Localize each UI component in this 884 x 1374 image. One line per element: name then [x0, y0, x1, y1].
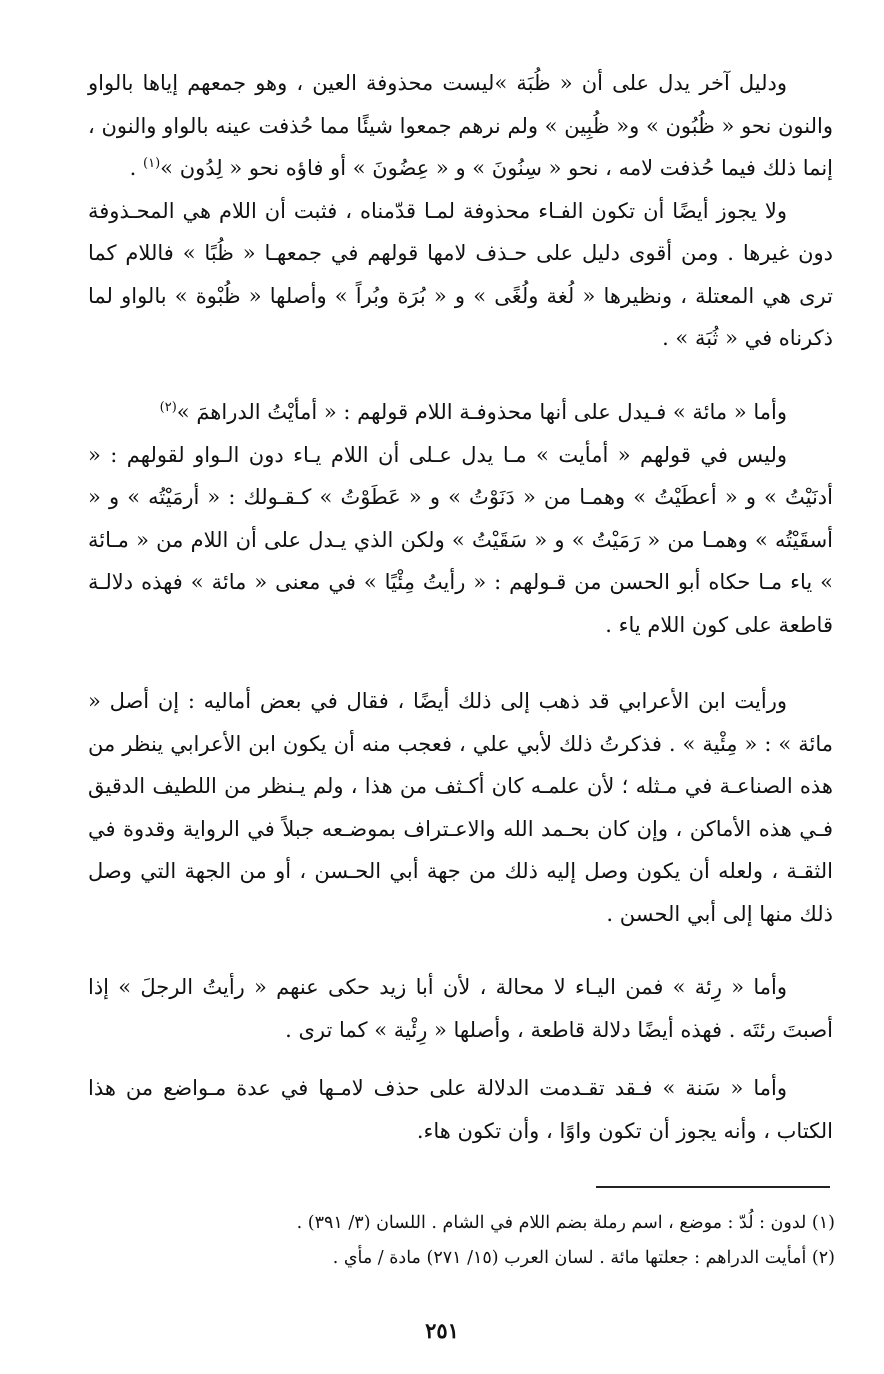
footnote-ref-1: (١)	[143, 156, 161, 171]
paragraph-group-1	[88, 62, 833, 360]
paragraph-2: ولا يجوز أيضًا أن تكون الفـاء محذوفة لمـا قدّمناه ، فثبت أن اللام هي المحـذوفة دون غيرها . ومن أقوى دليل على حـذف لامها قولهم في جمعهـا « ظُبًا » فاللام كما ترى هي المعتلة ، ونظيرها « لُغة ولُغًى » و « بُرَة وبُراً » وأصلها « ظُبْوة » بالواو لما ذكرناه في « ثُبَة » .	[88, 198, 833, 350]
paragraph-3	[88, 391, 833, 434]
paragraph-1: ودليل آخر يدل على أن « ظُبَة »ليست محذوفة العين ، وهو جمعهم إياها بالواو والنون نحو « ظُبُون » و« ظُبِين » ولم نرهم جمعوا شيئًا مما حُذفت عينه بالواو والنون ، إنما ذلك فيما حُذفت لامه ، نحو « سِنُونَ » و « عِضُونَ » أو فاؤه نحو « لِدُون »$^{(١)}$ .	[88, 71, 833, 180]
paragraph-3-text: وأما « مائة » فـيدل على أنها محذوفـة اللام قولهم : « أمأيْتُ الدراهمَ »	[176, 400, 787, 424]
paragraph-5: ورأيت ابن الأعرابي قد ذهب إلى ذلك أيضًا ، فقال في بعض أماليه : إن أصل « مائة » : « مِئْية » . فذكرتُ ذلك لأبي علي ، فعجب منه أن يكون ابن الأعرابي ينظر من هذه الصناعـة في مـثله ؛ لأن علمـه كان أكـثف من هذا ، ولم يـنظر من اللطيف الدقيق فـي هذه الأماكن ، وإن كان بحـمد الله والاعـتراف بموضـعه جبلاً في الرواية وقدوة في الثقـة ، ولعله أن يكون وصل إليه ذلك من جهة أبي الحـسن ، أو من الجهة التي وصل ذلك منها إلى أبي الحسن .	[88, 689, 833, 926]
paragraph-group-2	[88, 391, 833, 646]
paragraph-1-text: ودليل آخر يدل على أن « ظُبَة »ليست محذوفة العين ، وهو جمعهم إياها بالواو والنون نحو « ظُبُون » و« ظُبِين » ولم نرهم جمعوا شيئًا مما حُذفت عينه بالواو والنون ، إنما ذلك فيما حُذفت لامه ، نحو « سِنُونَ » و « عِضُونَ » أو فاؤه نحو « لِدُون »	[88, 71, 833, 180]
paragraph-group-5	[88, 1067, 833, 1152]
paragraph-group-4	[88, 966, 833, 1051]
footnote-2: (٢) أمأيت الدراهم : جعلتها مائة . لسان العرب (١٥/ ٢٧١) مادة / مأي .	[332, 1248, 835, 1268]
paragraph-4: وليس في قولهم « أمأيت » مـا يدل عـلى أن اللام يـاء دون الـواو لقولهم : « أدنَيْتُ » و « أعطَيْتُ » وهمـا من « دَنَوْتُ » و « عَطَوْتُ » كـقـولك : « أرمَيْتُه » و « أسقَيْتُه » وهمـا من « رَمَيْتُ » و « سَقَيْتُ » ولكن الذي يـدل على أن اللام من « مـائة » ياء مـا حكاه أبو الحسن من قـولهم : « رأيتُ مِئْيًا » في معنى « مائة » فهذه دلالـة قاطعة على كون اللام ياء .	[88, 442, 834, 637]
paragraph-6: وأما « رِئة » فمن اليـاء لا محالة ، لأن أبا زيد حكى عنهم « رأيتُ الرجلَ » إذا أصبتَ رئتَه . فهذه أيضًا دلالة قاطعة ، وأصلها « رِئْية » كما ترى .	[88, 975, 833, 1042]
footnote-separator	[596, 1186, 830, 1188]
footnotes	[230, 1206, 835, 1276]
footnote-ref-2: (٢)	[159, 400, 177, 415]
paragraph-group-3	[88, 680, 833, 935]
page-number: ٢٥١	[425, 1318, 459, 1343]
footnote-1: (١) لدون : لُدّ : موضع ، اسم رملة بضم اللام في الشام . اللسان (٣/ ٣٩١) .	[296, 1213, 835, 1233]
paragraph-7: وأما « سَنة » فـقد تقـدمت الدلالة على حذف لامـها في عدة مـواضع من هذا الكتاب ، وأنه يجوز أن تكون واوًا ، وأن تكون هاء.	[88, 1076, 833, 1143]
